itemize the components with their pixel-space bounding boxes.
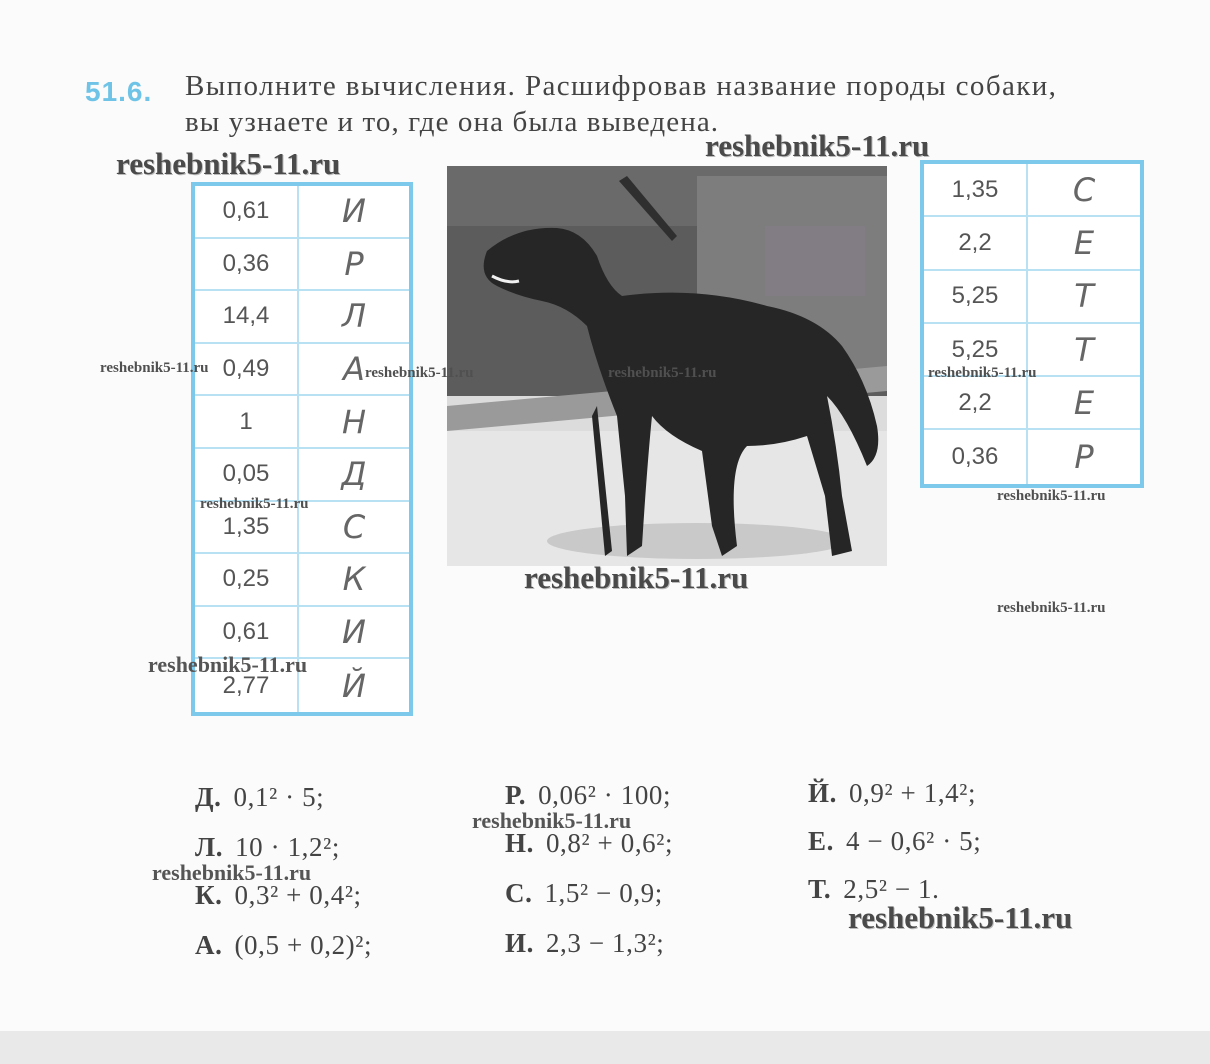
exercise-d bbox=[195, 782, 324, 813]
letter-cell: Д bbox=[341, 455, 367, 494]
value-cell: 1 bbox=[195, 396, 299, 447]
exercise-a bbox=[195, 930, 372, 961]
exercise-expression: 4 − 0,6² · 5; bbox=[845, 826, 982, 856]
exercise-label: Н. bbox=[505, 828, 534, 858]
watermark: reshebnik5-11.ru bbox=[848, 900, 1073, 935]
exercise-label: А. bbox=[195, 930, 223, 960]
exercise-l bbox=[195, 832, 340, 863]
watermark: reshebnik5-11.ru bbox=[524, 560, 749, 595]
exercise-label: Й. bbox=[808, 778, 837, 808]
table-row bbox=[195, 291, 409, 344]
table-row bbox=[195, 554, 409, 607]
letter-cell: Т bbox=[1074, 277, 1094, 316]
letter-cell: Р bbox=[344, 244, 364, 283]
watermark: reshebnik5-11.ru bbox=[100, 360, 209, 376]
watermark: reshebnik5-11.ru bbox=[148, 652, 308, 677]
exercise-label: Л. bbox=[195, 832, 224, 862]
value-cell: 14,4 bbox=[195, 291, 299, 342]
table-row bbox=[924, 430, 1140, 483]
exercise-expression: 10 · 1,2²; bbox=[235, 832, 340, 862]
exercise-r bbox=[505, 780, 671, 811]
watermark: reshebnik5-11.ru bbox=[152, 860, 312, 885]
watermark: reshebnik5-11.ru bbox=[705, 128, 930, 163]
value-cell: 0,61 bbox=[195, 186, 299, 237]
exercise-expression: 0,3² + 0,4²; bbox=[234, 880, 362, 910]
value-cell: 1,35 bbox=[195, 502, 299, 553]
exercise-label: С. bbox=[505, 878, 533, 908]
letter-cell: Е bbox=[1073, 223, 1095, 262]
watermark: reshebnik5-11.ru bbox=[116, 146, 341, 181]
letter-cell: И bbox=[342, 613, 366, 652]
value-cell: 2,2 bbox=[924, 217, 1028, 268]
table-row bbox=[195, 449, 409, 502]
task-text-line1: Выполните вычисления. Расшифровав название породы собаки, bbox=[185, 70, 1058, 102]
watermark: reshebnik5-11.ru bbox=[997, 488, 1106, 504]
letter-cell: А bbox=[343, 350, 365, 389]
letter-cell: Н bbox=[341, 402, 367, 441]
table-row bbox=[924, 217, 1140, 270]
cipher-table-left bbox=[191, 182, 413, 716]
exercise-i bbox=[505, 928, 664, 959]
table-row bbox=[924, 164, 1140, 217]
exercise-expression: 0,8² + 0,6²; bbox=[545, 828, 674, 858]
letter-cell: Т bbox=[1074, 330, 1094, 369]
table-row bbox=[195, 239, 409, 292]
value-cell: 2,2 bbox=[924, 377, 1028, 428]
cipher-table-right bbox=[920, 160, 1144, 488]
exercise-expression: 2,3 − 1,3²; bbox=[545, 928, 665, 958]
value-cell: 0,61 bbox=[195, 607, 299, 658]
value-cell: 5,25 bbox=[924, 271, 1028, 322]
value-cell: 0,05 bbox=[195, 449, 299, 500]
value-cell: 0,36 bbox=[195, 239, 299, 290]
watermark: reshebnik5-11.ru bbox=[928, 365, 1037, 381]
letter-cell: Й bbox=[342, 666, 366, 705]
bottom-margin bbox=[0, 1031, 1210, 1064]
watermark: reshebnik5-11.ru bbox=[200, 496, 309, 512]
value-cell: 0,49 bbox=[195, 344, 299, 395]
watermark: reshebnik5-11.ru bbox=[472, 808, 632, 833]
task-text-line2: вы узнаете и то, где она была выведена. bbox=[185, 106, 720, 138]
exercise-expression: 0,9² + 1,4²; bbox=[848, 778, 977, 808]
value-cell: 0,36 bbox=[924, 430, 1028, 483]
task-number: 51.6. bbox=[85, 76, 153, 107]
exercise-expression: 1,5² − 0,9; bbox=[544, 878, 663, 908]
letter-cell: К bbox=[342, 560, 366, 599]
letter-cell: Е bbox=[1073, 383, 1095, 422]
exercise-label: Т. bbox=[808, 874, 832, 904]
exercise-e bbox=[808, 826, 981, 857]
exercise-label: Д. bbox=[195, 782, 222, 812]
watermark: reshebnik5-11.ru bbox=[997, 600, 1106, 616]
exercise-label: К. bbox=[195, 880, 223, 910]
table-row bbox=[195, 186, 409, 239]
value-cell: 0,25 bbox=[195, 554, 299, 605]
value-cell: 1,35 bbox=[924, 164, 1028, 215]
table-row bbox=[924, 377, 1140, 430]
letter-cell: Л bbox=[341, 297, 367, 336]
value-cell: 2,77 bbox=[195, 659, 299, 712]
exercise-y bbox=[808, 778, 976, 809]
letter-cell: С bbox=[342, 507, 366, 546]
exercise-expression: 0,1² · 5; bbox=[233, 782, 325, 812]
exercise-s bbox=[505, 878, 663, 909]
letter-cell: И bbox=[342, 192, 366, 231]
watermark: reshebnik5-11.ru bbox=[365, 365, 474, 381]
exercise-expression: 2,5² − 1. bbox=[843, 874, 940, 904]
value-cell: 5,25 bbox=[924, 324, 1028, 375]
watermark: reshebnik5-11.ru bbox=[608, 365, 717, 381]
exercise-label: Е. bbox=[808, 826, 834, 856]
letter-cell: С bbox=[1072, 170, 1096, 209]
exercise-label: И. bbox=[505, 928, 534, 958]
exercise-expression: 0,06² · 100; bbox=[538, 780, 672, 810]
exercise-expression: (0,5 + 0,2)²; bbox=[234, 930, 373, 960]
letter-cell: Р bbox=[1074, 438, 1094, 477]
exercise-label: Р. bbox=[505, 780, 527, 810]
table-row bbox=[924, 271, 1140, 324]
table-row bbox=[195, 396, 409, 449]
